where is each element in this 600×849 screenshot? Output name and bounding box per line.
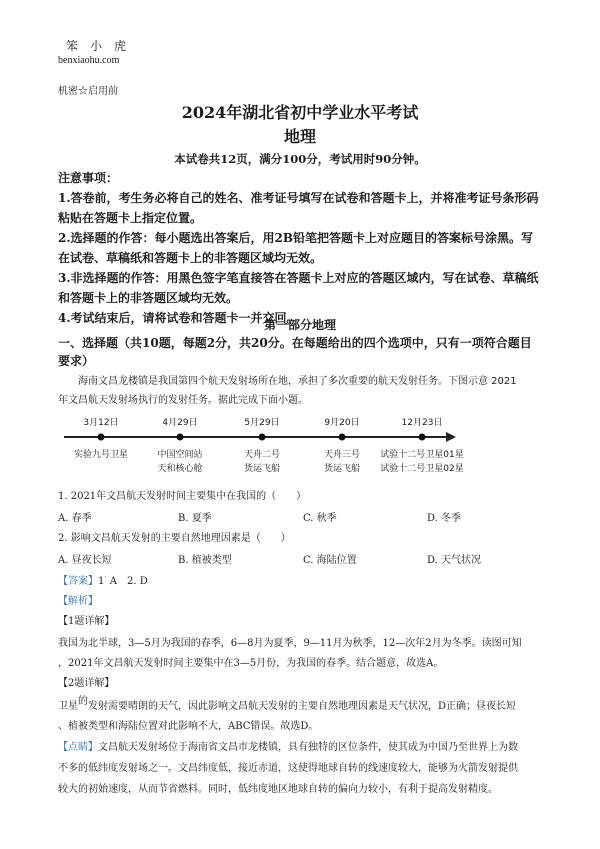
part-title: 第一部分地理: [263, 318, 336, 332]
note-line: 4.考试结束后，请将试卷和答题卡一并交回。: [58, 311, 299, 325]
q1-option-c: C. 秋季: [303, 513, 337, 524]
q2-option-b: B. 植被类型: [178, 555, 232, 566]
section-heading-cont: 要求）: [58, 354, 95, 368]
exam-subject: 地理: [283, 127, 316, 146]
q1-option-b: B. 夏季: [178, 513, 212, 524]
answer-line: [58, 572, 148, 587]
answer-label: 【答案】: [58, 576, 98, 587]
detail-1-line: 我国为北半球，3—5月为我国的春季，6—8月为夏季，9—11月为秋季，12—次年2月为冬季。读图可知: [58, 638, 522, 649]
tip-line: 较大的初始速度，从而节省燃料。同时，低纬度地区地球自转的偏向力较小，有利于提高发射精度。: [58, 784, 498, 795]
tip-label: 【点睛】: [58, 742, 98, 753]
event-label: [244, 448, 280, 476]
analysis-label: 【解析】: [58, 596, 98, 607]
event-label-line: 天舟二号: [243, 450, 281, 460]
q2-option-d: D. 天气状况: [427, 555, 482, 566]
note-line: 3.非选择题的作答：用黑色签字笔直接答在答题卡上对应的答题区域内，写在试卷、草稿纸: [58, 271, 539, 285]
answer-mark: ·: [104, 573, 107, 582]
timeline-dot: [98, 434, 105, 441]
event-label-line: 天和核心舱: [157, 464, 203, 474]
detail-1-label: 【1题详解】: [58, 616, 115, 627]
event-label: [324, 448, 360, 476]
q2-option-c: C. 海陆位置: [303, 555, 357, 566]
event-date: 4月29日: [162, 418, 198, 428]
watermark-brand: 笨小虎: [66, 39, 139, 53]
secret-mark: 机密☆启用前: [58, 86, 118, 97]
event-date: 9月20日: [324, 418, 360, 428]
event-label-line: 中国空间站: [157, 450, 203, 460]
timeline-dot: [419, 434, 426, 441]
note-line: 2.选择题的作答：每小题选出答案后，用2B铅笔把答题卡上对应题目的答案标号涂黑。写: [58, 231, 534, 245]
watermark-site: benxiaohu.com: [58, 55, 120, 66]
event-label-line: 天舟三号: [323, 450, 361, 460]
exam-title: 2024年湖北省初中学业水平考试: [181, 103, 419, 122]
event-label: [380, 448, 463, 476]
tip-line: 不多的低纬度发射场之一。文昌纬度低，接近赤道，这使得地球自转的线速度较大，能够为火箭发射提供: [58, 763, 518, 774]
detail-2-raised: 的: [78, 696, 88, 707]
note-line: 在试卷、草稿纸和答题卡上的非答题区域均无效。: [58, 251, 323, 265]
question-1-stem: 1. 2021年文昌航天发射时间主要集中在我国的（ ）: [58, 491, 307, 502]
answer-text-b: A 2. D: [106, 576, 148, 587]
tip-line: [58, 738, 518, 753]
q2-option-a: A. 昼夜长短: [58, 555, 112, 566]
event-label-line: 货运飞船: [243, 464, 281, 474]
detail-2-line: 、植被类型和海陆位置对此影响不大，ABC错误。故选D。: [58, 721, 319, 732]
note-line: 1.答卷前，考生务必将自己的姓名、准考证号填写在试卷和答题卡上，并将准考证号条形码: [58, 191, 539, 205]
intro-line: 海南文昌龙楼镇是我国第四个航天发射场所在地，承担了多次重要的航天发射任务。下图示意 2021: [78, 376, 517, 387]
detail-2-line: [58, 697, 516, 712]
timeline-arrow: [446, 432, 456, 442]
q1-option-a: A. 春季: [58, 513, 92, 524]
section-heading: 一、选择题（共10题，每题2分，共20分。在每题给出的四个选项中，只有一项符合题目: [58, 336, 532, 350]
event-label: [74, 448, 128, 462]
event-date: 5月29日: [244, 418, 280, 428]
detail-2-label: 【2题详解】: [58, 678, 115, 689]
event-date: 3月12日: [83, 418, 119, 428]
tip-text: 文昌航天发射场位于海南省文昌市龙楼镇，具有独特的区位条件，使其成为中国乃至世界上为数: [98, 742, 518, 753]
question-2-stem: 2. 影响文昌航天发射的主要自然地理因素是（ ）: [58, 533, 291, 544]
note-line: 粘贴在答题卡上指定位置。: [58, 211, 203, 225]
detail-2-word: 卫星: [58, 701, 78, 712]
timeline-dot: [177, 434, 184, 441]
intro-line: 年文昌航天发射场执行的发射任务。据此完成下面小题。: [58, 395, 308, 406]
detail-2-rest: 发射需要晴朗的天气，因此影响文昌航天发射的主要自然地理因素是天气状况，D正确；昼夜长短: [88, 701, 517, 712]
detail-1-line: ，2021年文昌航天发射时间主要集中在3—5月份，为我国的春季。结合题意，故选A。: [58, 658, 444, 669]
event-label-line: 货运飞船: [323, 464, 361, 474]
event-label: [157, 448, 202, 476]
q1-option-d: D. 冬季: [427, 513, 462, 524]
timeline-dot: [259, 434, 266, 441]
event-label-line: 实验九号卫星: [73, 450, 129, 460]
event-label-line: 试验十二号卫星02星: [380, 464, 464, 474]
event-label-line: 试验十二号卫星01星: [380, 450, 464, 460]
timeline-dot: [339, 434, 346, 441]
notes-heading: 注意事项：: [58, 171, 119, 185]
note-line: 和答题卡上的非答题区域均无效。: [58, 291, 239, 305]
event-date: 12月23日: [401, 418, 443, 428]
answer-text-a: 1: [98, 576, 105, 587]
exam-info: 本试卷共12页，满分100分，考试用时90分钟。: [174, 152, 426, 166]
